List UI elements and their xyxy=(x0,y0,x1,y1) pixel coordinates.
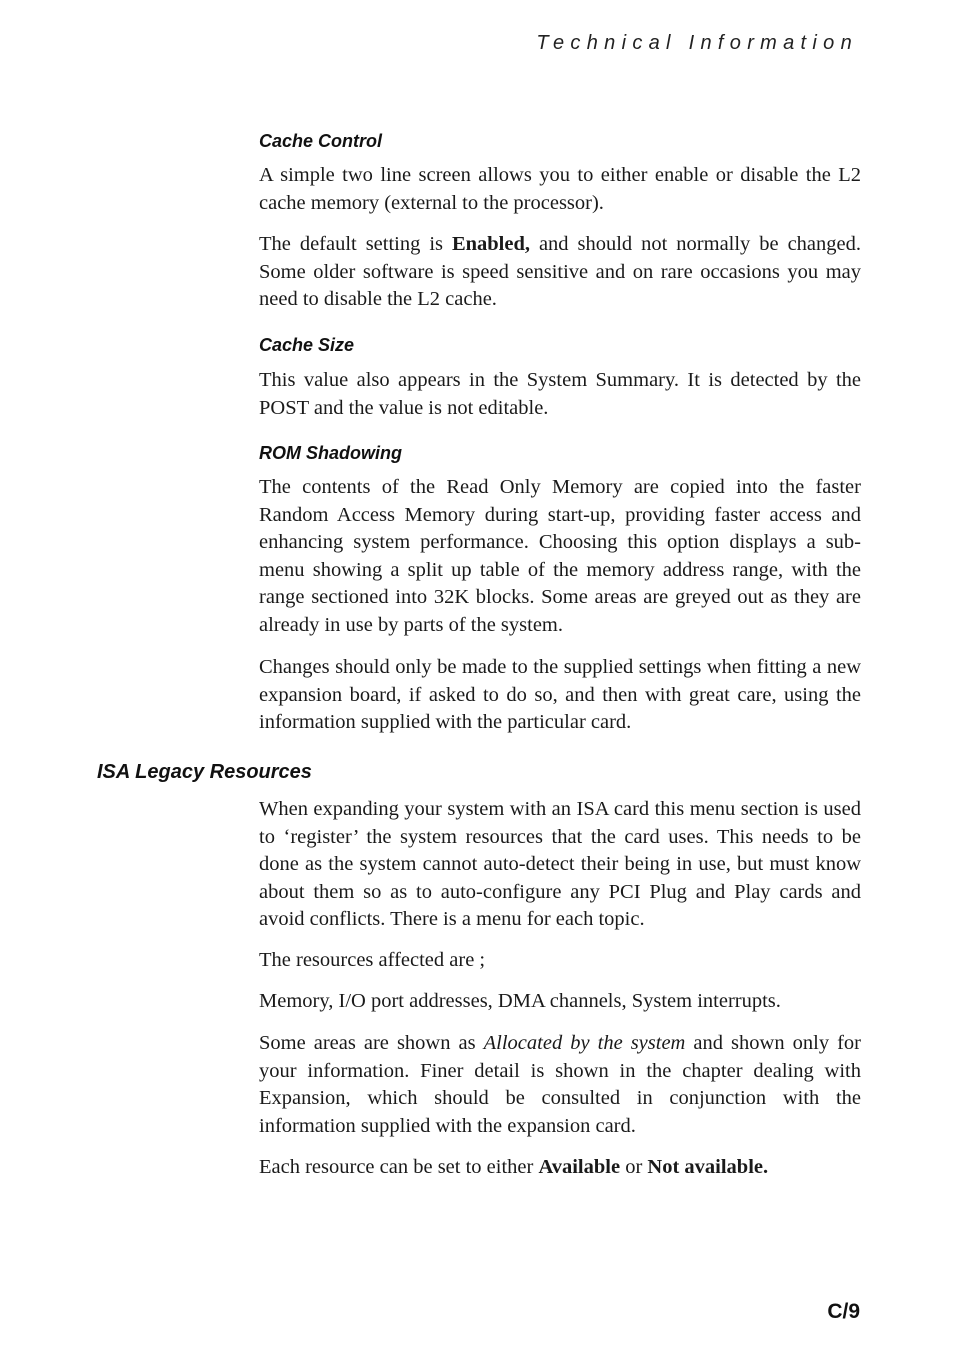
rom-shadowing-paragraph-1: The contents of the Read Only Memory are copied into the faster Random Access Memory during start-up, providing faster access and enhancing system performance. Choosing this option displays a sub-menu showing a split up table of the memory address range, with the range sectioned into 32K blocks. Some areas are greyed out as they are already in use by parts of the system. xyxy=(259,476,861,636)
isa-paragraph-1: When expanding your system with an ISA card this menu section is used to ‘register’ the system resources that the card uses. This needs to be done as the system cannot auto-detect their being in use, but must know about them so as to auto-configure any PCI Plug and Play cards and avoid conflicts. There is a menu for each topic. xyxy=(259,798,861,931)
heading-cache-size: Cache Size xyxy=(259,335,355,355)
text-run: Some areas are shown as xyxy=(259,1032,484,1054)
text-run: The default setting is xyxy=(259,233,452,255)
page-number: C/9 xyxy=(827,1300,860,1323)
heading-cache-control: Cache Control xyxy=(259,131,383,151)
heading-rom-shadowing: ROM Shadowing xyxy=(259,443,402,463)
text-run: and shown only for your information. Finer detail is shown in the chapter dealing with Expansion, which should be consulted in conjunction with the information supplied with the expansion card. xyxy=(259,1032,862,1137)
text-run: or xyxy=(620,1156,648,1178)
emphasis-available: Available xyxy=(538,1156,621,1178)
text-run: and should not normally be changed. Some older software is speed sensitive and on rare occasions you may need to disable the L2 cache. xyxy=(259,233,861,311)
cache-size-paragraph: This value also appears in the System Summary. It is detected by the POST and the value is not editable. xyxy=(259,369,861,419)
rom-shadowing-paragraph-2: Changes should only be made to the supplied settings when fitting a new expansion board, if asked to do so, and then with great care, using the information supplied with the particular card. xyxy=(259,656,861,734)
running-head: Technical Information xyxy=(536,32,858,54)
isa-paragraph-2: The resources affected are ; xyxy=(259,949,486,971)
text-run: Each resource can be set to either xyxy=(259,1156,539,1178)
isa-paragraph-5 xyxy=(259,1154,861,1182)
emphasis-enabled: Enabled, xyxy=(451,233,530,255)
cache-control-paragraph-2 xyxy=(259,231,861,314)
isa-paragraph-3: Memory, I/O port addresses, DMA channels, System interrupts. xyxy=(259,990,781,1012)
emphasis-allocated: Allocated by the system xyxy=(483,1032,686,1054)
cache-control-paragraph-1: A simple two line screen allows you to either enable or disable the L2 cache memory (external to the processor). xyxy=(259,164,861,214)
heading-isa-legacy-resources: ISA Legacy Resources xyxy=(97,761,312,783)
emphasis-not-available: Not available. xyxy=(647,1156,769,1178)
isa-paragraph-4 xyxy=(259,1030,861,1140)
